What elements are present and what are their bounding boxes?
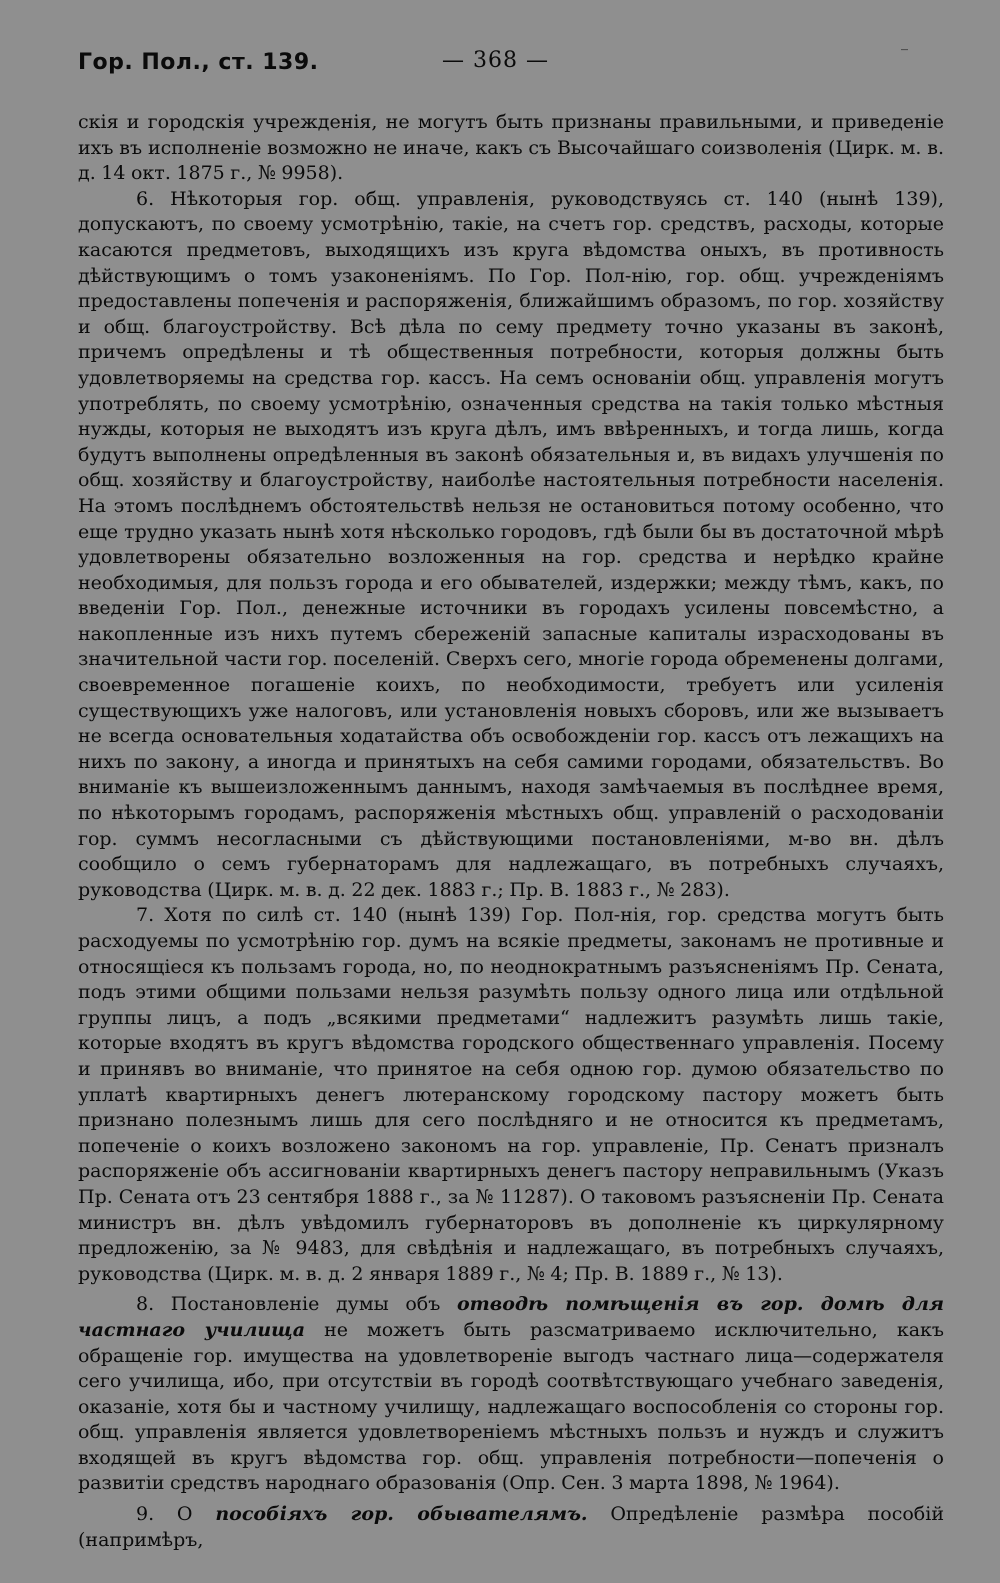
paragraph-text: 9. О — [136, 1503, 216, 1526]
italic-heading: отводѣ помѣщенія въ гор. домѣ для частнаго училища — [78, 1293, 944, 1341]
corner-mark: ‾ — [901, 48, 908, 64]
paragraph-6 — [78, 187, 944, 904]
paragraph-continuation — [78, 110, 944, 187]
italic-heading: пособіяхъ гор. обывателямъ. — [215, 1503, 588, 1526]
paragraph-text: 6. Нѣкоторыя гор. общ. управленія, руководствуясь ст. 140 (нынѣ 139), допускаютъ, по своему усмотрѣнію, такіе, на счетъ гор. средствъ, расходы, которые касаются предметовъ, выходящихъ изъ круга вѣдомства оныхъ, въ противность дѣйствующимъ о томъ узаконеніямъ. По Гор. Пол-нію, гор. общ. учрежденіямъ предоставлены попеченія и распоряженія, ближайшимъ образомъ, по гор. хозяйству и общ. благоустройству. Всѣ дѣла по сему предмету точно указаны въ законѣ, причемъ опредѣлены и тѣ общественныя потребности, которыя должны быть удовлетворяемы на средства гор. кассъ. На семъ основаніи общ. управленія могутъ употреблять, по своему усмотрѣнію, означенныя средства на такія только мѣстныя нужды, которыя не выходятъ изъ круга дѣлъ, имъ ввѣренныхъ, и тогда лишь, когда будутъ выполнены опредѣленныя въ законѣ обязательныя и, въ видахъ улучшенія по общ. хозяйству и благоустройству, наиболѣе настоятельныя потребности населенія. На этомъ послѣднемъ обстоятельствѣ нельзя не остановиться потому особенно, что еще трудно указать нынѣ хотя нѣсколько городовъ, гдѣ были бы въ достаточной мѣрѣ удовлетворены обязательно возложенныя на гор. средства и нерѣдко крайне необходимыя, для пользъ города и его обывателей, издержки; между тѣмъ, какъ, по введеніи Гор. Пол., денежные источники въ городахъ усилены повсемѣстно, а накопленные изъ нихъ путемъ сбереженій запасные капиталы израсходованы въ значительной части гор. поселеній. Сверхъ сего, многіе города обременены долгами, своевременное погашеніе коихъ, по необходимости, требуетъ или усиленія существующихъ уже налоговъ, или установленія новыхъ сборовъ, или же вызываетъ не всегда основательныя ходатайства объ освобожденіи гор. кассъ отъ лежащихъ на нихъ по закону, а иногда и принятыхъ на себя самими городами, обязательствъ. Во вниманіе къ вышеизложеннымъ даннымъ, находя замѣчаемыя въ послѣднее время, по нѣкоторымъ городамъ, распоряженія мѣстныхъ общ. управленій о расходованіи гор. суммъ несогласными съ дѣйствующими постановленіями, м-во вн. дѣлъ сообщило о семъ губернаторамъ для надлежащаго, въ потребныхъ случаяхъ, руководства (Цирк. м. в. д. 22 дек. 1883 г.; Пр. В. 1883 г., № 283). — [78, 187, 944, 901]
running-header — [78, 44, 944, 84]
page-number: — 368 — — [442, 48, 549, 73]
paragraph-7 — [78, 903, 944, 1287]
paragraph-8 — [78, 1292, 944, 1497]
paragraph-text: не можетъ быть разсматриваемо исключительно, какъ обращеніе гор. имущества на удовлетвореніе выгодъ частнаго лица—содержателя сего училища, ибо, при отсутствіи въ городѣ соотвѣтствующаго учебнаго заведенія, оказаніе, хотя бы и частному училищу, надлежащаго воспособленія со стороны гор. общ. управленія является удовлетвореніемъ мѣстныхъ пользъ и нуждъ и служитъ входящей въ кругъ вѣдомства гор. общ. управленія потребности—попеченія о развитіи средствъ народнаго образованія (Опр. Сен. 3 марта 1898, № 1964). — [78, 1318, 944, 1495]
section-reference: Гор. Пол., ст. 139. — [78, 50, 319, 75]
paragraph-9 — [78, 1502, 944, 1553]
paragraph-text: Опредѣленіе размѣра пособій (напримѣръ, — [78, 1503, 944, 1551]
paragraph-text: скія и городскія учрежденія, не могутъ быть признаны правильными, и приведеніе ихъ въ исполненіе возможно не иначе, какъ съ Высочайшаго соизволенія (Цирк. м. в. д. 14 окт. 1875 г., № 9958). — [78, 111, 944, 185]
body-text — [78, 110, 944, 1553]
paragraph-text: 8. Постановленіе думы объ — [136, 1293, 457, 1316]
paragraph-text: 7. Хотя по силѣ ст. 140 (нынѣ 139) Гор. Пол-нія, гор. средства могутъ быть расходуемы по усмотрѣнію гор. думъ на всякіе предметы, законамъ не противные и относящіеся къ пользамъ города, но, по неоднократнымъ разъясненіямъ Пр. Сената, подъ этими общими пользами нельзя разумѣть пользу одного лица или отдѣльной группы лицъ, а подъ „всякими предметами“ надлежитъ разумѣть лишь такіе, которые входятъ въ кругъ вѣдомства городского общественнаго управленія. Посему и принявъ во вниманіе, что принятое на себя одною гор. думою обязательство по уплатѣ квартирныхъ денегъ лютеранскому городскому пастору можетъ быть признано полезнымъ лишь для сего послѣдняго и не относится къ предметамъ, попеченіе о коихъ возложено закономъ на гор. управленіе, Пр. Сенатъ призналъ распоряженіе объ ассигнованіи квартирныхъ денегъ пастору неправильнымъ (Указъ Пр. Сената отъ 23 сентября 1888 г., за № 11287). О таковомъ разъясненіи Пр. Сената министръ вн. дѣлъ увѣдомилъ губернаторовъ въ дополненіе къ циркулярному предложенію, за № 9483, для свѣдѣнія и надлежащаго, въ потребныхъ случаяхъ, руководства (Цирк. м. в. д. 2 января 1889 г., № 4; Пр. В. 1889 г., № 13). — [78, 904, 944, 1285]
